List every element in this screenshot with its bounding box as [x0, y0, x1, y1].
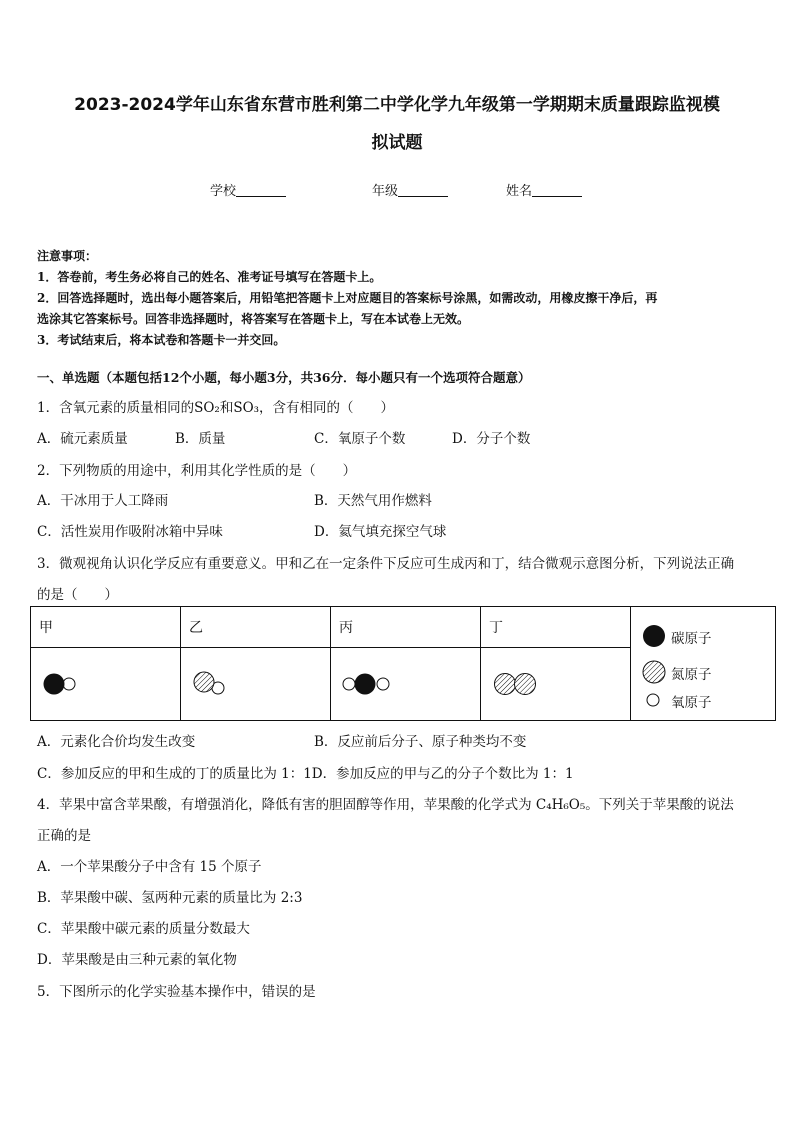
header-yi: 乙 [181, 607, 331, 648]
name-blank[interactable] [532, 183, 582, 197]
molecule-jia-cell [31, 648, 181, 721]
grade-label: 年级 [372, 184, 399, 199]
header-ding: 丁 [481, 607, 631, 648]
legend-carbon: 碳原子 [671, 630, 712, 647]
q4-stem-line2: 正确的是 [37, 828, 91, 844]
note-item: 选涂其它答案标号。回答非选择题时，将答案写在答题卡上，写在本试卷上无效。 [37, 312, 470, 326]
q1-option-c[interactable]: C．氧原子个数 [314, 431, 406, 447]
notes-block [37, 246, 762, 351]
q1-option-b[interactable]: B．质量 [175, 431, 226, 447]
section-heading: 一、单选题（本题包括12个小题，每小题3分，共36分．每小题只有一个选项符合题意） [37, 370, 531, 385]
page-title-line2: 拟试题 [371, 133, 423, 153]
q1-stem: 1．含氧元素的质量相同的SO₂和SO₃，含有相同的（ ） [37, 400, 395, 416]
atom-legend [631, 607, 776, 721]
school-field[interactable] [210, 180, 286, 199]
q4-option-a[interactable]: A．一个苹果酸分子中含有 15 个原子 [37, 859, 262, 875]
q3-option-a[interactable]: A．元素化合价均发生改变 [37, 734, 196, 750]
legend-nitrogen: 氮原子 [671, 666, 712, 683]
q5-stem: 5．下图所示的化学实验基本操作中，错误的是 [37, 984, 316, 1000]
molecule-yi-cell [181, 648, 331, 721]
q4-option-b[interactable]: B．苹果酸中碳、氢两种元素的质量比为 2:3 [37, 890, 303, 906]
q4-stem-line1: 4．苹果中富含苹果酸，有增强消化，降低有害的胆固醇等作用，苹果酸的化学式为 C₄H₆O₅。下列关于苹果酸的说法 [37, 797, 734, 813]
header-jia: 甲 [31, 607, 181, 648]
co2-molecule-icon [339, 669, 399, 699]
note-item: 2．回答选择题时，选出每小题答案后，用铅笔把答题卡上对应题目的答案标号涂黑，如需改动，用橡皮擦干净后，再 [37, 291, 658, 305]
q3-stem-line1: 3．微观视角认识化学反应有重要意义。甲和乙在一定条件下反应可生成丙和丁，结合微观示意图分析，下列说法正确 [37, 556, 735, 572]
q4-option-d[interactable]: D．苹果酸是由三种元素的氧化物 [37, 952, 237, 968]
q2-option-b[interactable]: B．天然气用作燃料 [314, 493, 432, 509]
name-field[interactable] [506, 180, 582, 199]
q3-option-b[interactable]: B．反应前后分子、原子种类均不变 [314, 734, 527, 750]
school-blank[interactable] [236, 183, 286, 197]
header-bing: 丙 [331, 607, 481, 648]
name-label: 姓名 [506, 184, 533, 199]
q2-stem: 2．下列物质的用途中，利用其化学性质的是（ ） [37, 463, 357, 479]
nitrogen-atom-icon [641, 659, 667, 685]
q2-option-a[interactable]: A．干冰用于人工降雨 [37, 493, 169, 509]
q1-option-d[interactable]: D．分子个数 [452, 431, 531, 447]
carbon-atom-icon [641, 623, 667, 649]
oxygen-atom-icon [644, 691, 662, 709]
q2-option-d[interactable]: D．氦气填充探空气球 [314, 524, 447, 540]
page-title-line1: 2023-2024学年山东省东营市胜利第二中学化学九年级第一学期期末质量跟踪监视模 [74, 95, 720, 115]
q1-option-a[interactable]: A．硫元素质量 [37, 431, 128, 447]
molecule-ding-cell [481, 648, 631, 721]
q3-option-cd[interactable]: C．参加反应的甲和生成的丁的质量比为 1：1D．参加反应的甲与乙的分子个数比为 1：1 [37, 766, 574, 782]
molecule-diagram-table [30, 606, 776, 721]
molecule-bing-cell [331, 648, 481, 721]
note-item: 1．答卷前，考生务必将自己的姓名、准考证号填写在答题卡上。 [37, 270, 382, 284]
notes-heading: 注意事项： [37, 249, 98, 263]
no-molecule-icon [189, 669, 239, 699]
legend-oxygen: 氧原子 [671, 694, 712, 711]
grade-field[interactable] [372, 180, 448, 199]
note-item: 3．考试结束后，将本试卷和答题卡一并交回。 [37, 333, 286, 347]
q4-option-c[interactable]: C．苹果酸中碳元素的质量分数最大 [37, 921, 250, 937]
co-molecule-icon [39, 669, 89, 699]
q2-option-c[interactable]: C．活性炭用作吸附冰箱中异味 [37, 524, 223, 540]
grade-blank[interactable] [398, 183, 448, 197]
n2-molecule-icon [489, 669, 549, 699]
school-label: 学校 [210, 184, 237, 199]
q3-stem-line2: 的是（ ） [37, 587, 118, 603]
